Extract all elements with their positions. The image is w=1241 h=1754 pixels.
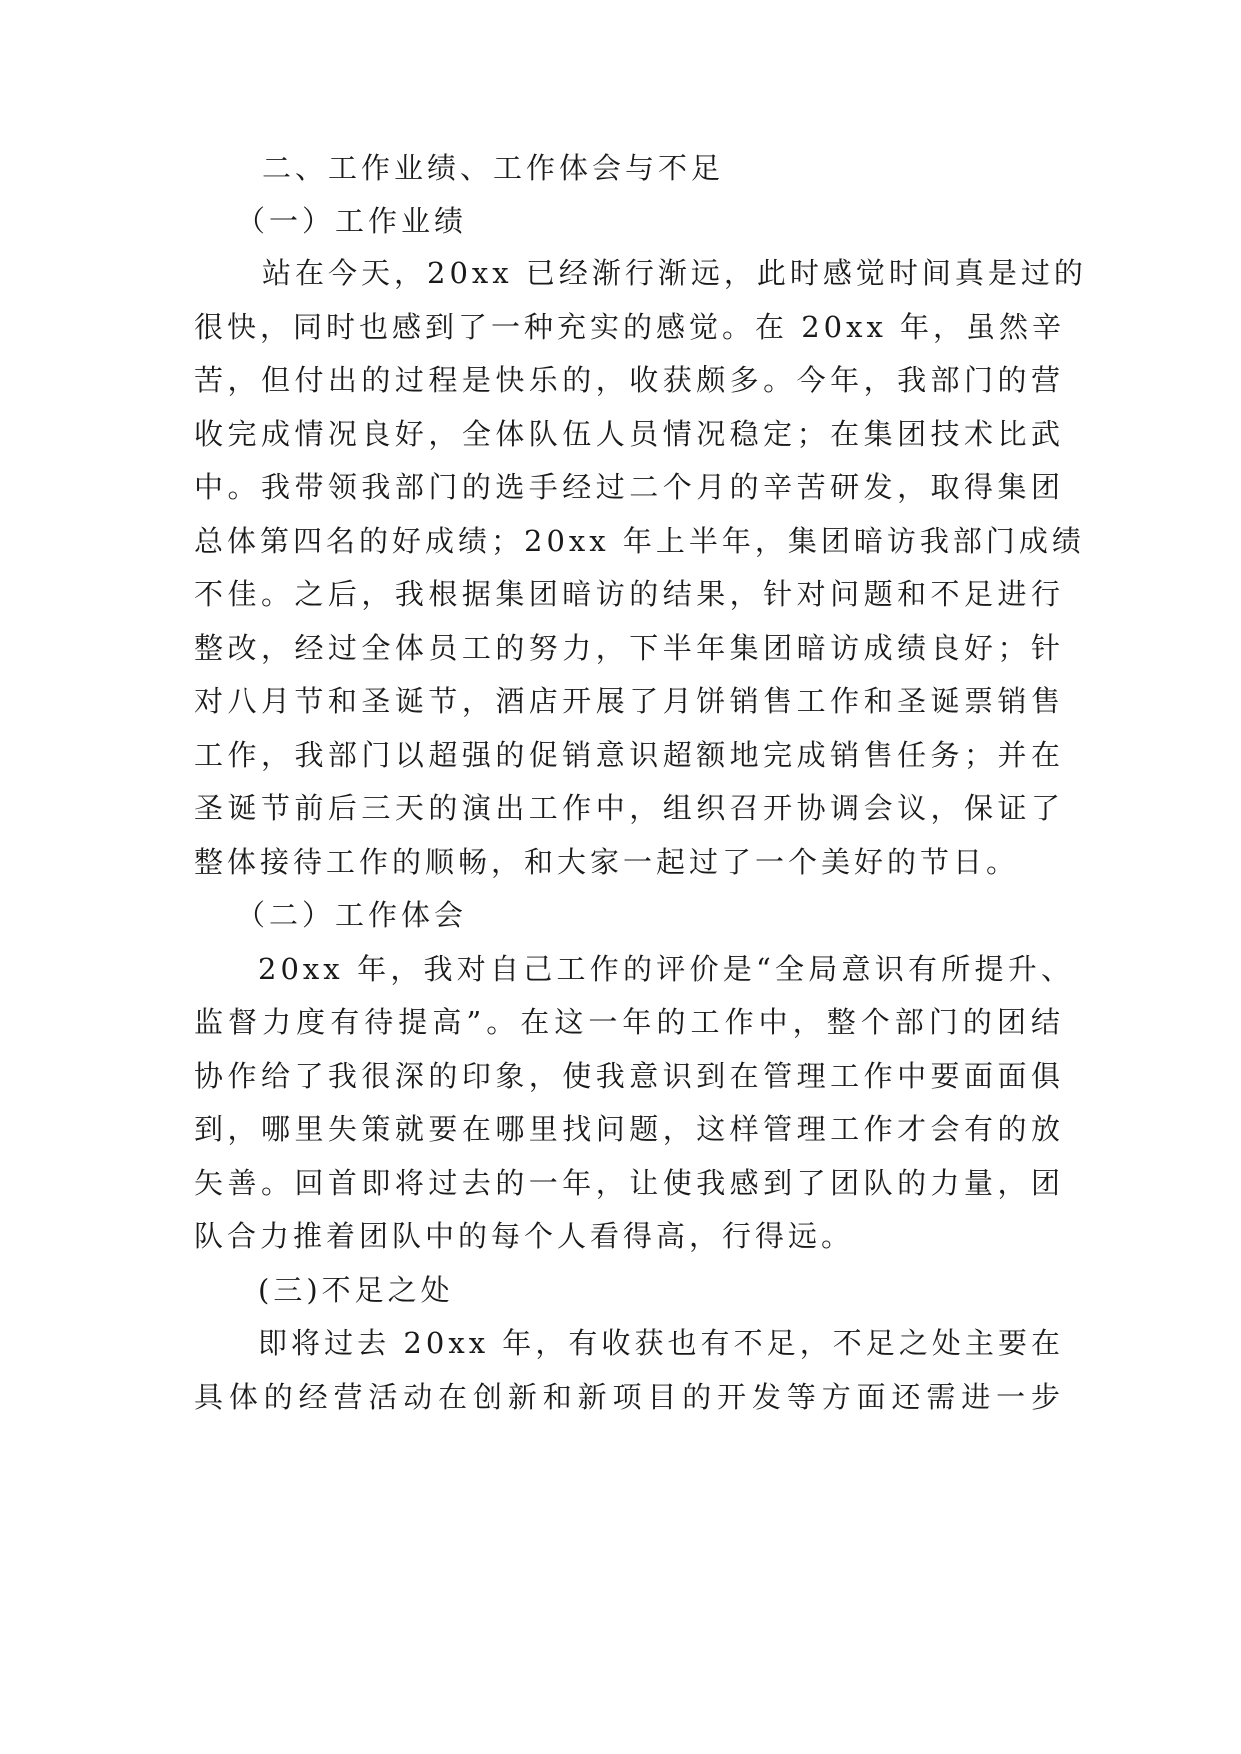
paragraph-line: 圣诞节前后三天的演出工作中，组织召开协调会议，保证了 [194,791,1064,825]
paragraph-line: 工作，我部门以超强的促销意识超额地完成销售任务；并在 [194,738,1064,772]
paragraph-line: 对八月节和圣诞节，酒店开展了月饼销售工作和圣诞票销售 [194,684,1064,718]
paragraph-line: 不佳。之后，我根据集团暗访的结果，针对问题和不足进行 [194,577,1064,611]
paragraph-line: 监督力度有待提高”。在这一年的工作中，整个部门的团结 [194,1005,1064,1039]
subheading-shortcomings: (三)不足之处 [258,1273,454,1307]
paragraph-line: 到，哪里失策就要在哪里找问题，这样管理工作才会有的放 [194,1112,1064,1146]
paragraph-line: 即将过去 20xx 年，有收获也有不足，不足之处主要在 [258,1326,1064,1360]
paragraph-line: 队合力推着团队中的每个人看得高，行得远。 [194,1219,855,1253]
paragraph-line: 整改，经过全体员工的努力，下半年集团暗访成绩良好；针 [194,631,1064,665]
paragraph-line: 中。我带领我部门的选手经过二个月的辛苦研发，取得集团 [194,470,1064,504]
paragraph-line: 很快，同时也感到了一种充实的感觉。在 20xx 年，虽然辛 [194,310,1066,344]
paragraph-line: 协作给了我很深的印象，使我意识到在管理工作中要面面俱 [194,1059,1064,1093]
paragraph-line: 总体第四名的好成绩；20xx 年上半年，集团暗访我部门成绩 [194,524,1085,558]
paragraph-line: 20xx 年，我对自己工作的评价是“全局意识有所提升、 [258,952,1074,986]
paragraph-line: 矢善。回首即将过去的一年，让使我感到了团队的力量，团 [194,1166,1064,1200]
paragraph-line: 收完成情况良好，全体队伍人员情况稳定；在集团技术比武 [194,417,1064,451]
paragraph-line: 站在今天，20xx 已经渐行渐远，此时感觉时间真是过的 [262,256,1087,290]
paragraph-line: 整体接待工作的顺畅，和大家一起过了一个美好的节日。 [194,845,1020,879]
paragraph-line: 苦，但付出的过程是快乐的，收获颇多。今年，我部门的营 [194,363,1064,397]
section-heading: 二、工作业绩、工作体会与不足 [262,151,725,185]
subheading-work-performance: （一）工作业绩 [236,204,468,238]
subheading-work-experience: （二）工作体会 [236,898,468,932]
paragraph-line: 具体的经营活动在创新和新项目的开发等方面还需进一步 [194,1380,1064,1414]
